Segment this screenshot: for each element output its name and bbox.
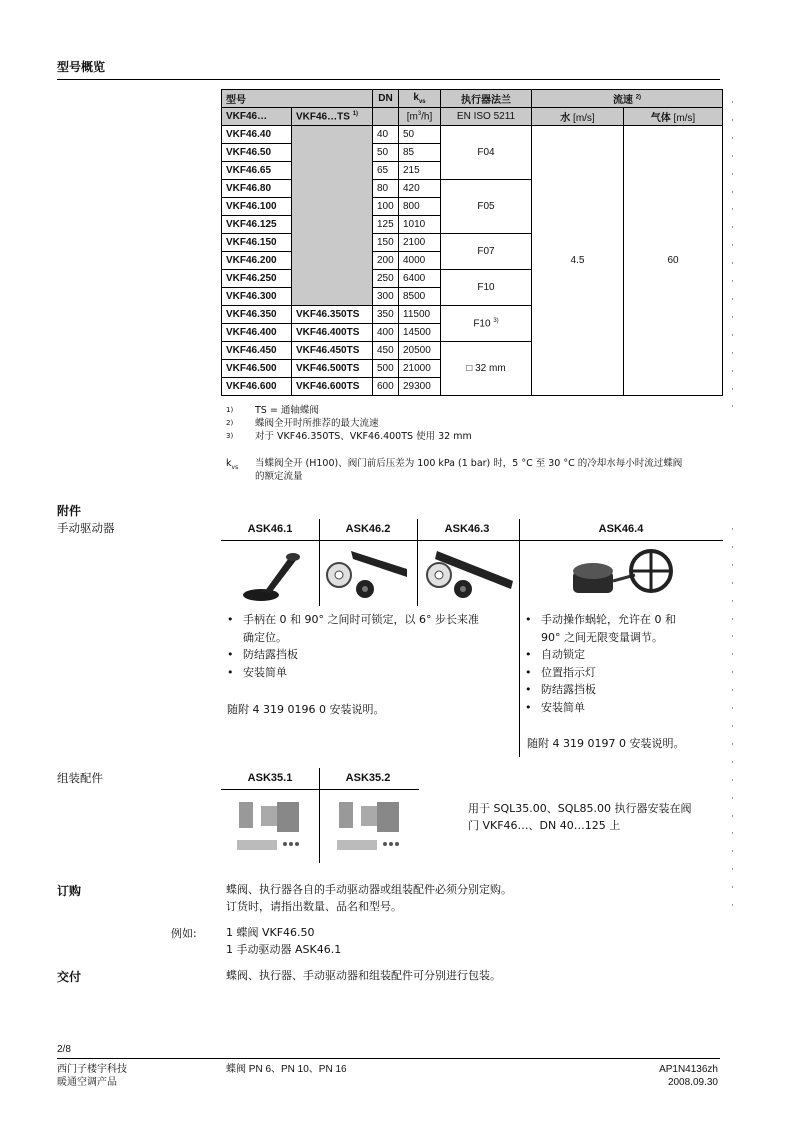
th-flange: 执行器法兰 — [441, 90, 532, 108]
header-rule — [57, 79, 720, 80]
type-overview-table — [221, 89, 723, 396]
worm-gear-image — [569, 545, 679, 603]
right-note: 随附 4 319 0197 0 安装说明。 — [527, 737, 685, 750]
mounting-kit-1-image — [231, 796, 311, 858]
col-ask35-2: ASK35.2 — [345, 772, 391, 784]
ts-empty-cell — [292, 126, 373, 306]
kvs-cell: 420 — [399, 180, 441, 198]
col-ask46-4: ASK46.4 — [598, 523, 644, 535]
col-ask35-1: ASK35.1 — [247, 772, 293, 784]
left-note: 随附 4 319 0196 0 安装说明。 — [227, 703, 385, 716]
th-vkfts: VKF46…TS $^{1)}$ — [292, 108, 373, 126]
kvs-cell: 11500 — [399, 306, 441, 324]
dn-cell: 80 — [373, 180, 399, 198]
col-ask46-2: ASK46.2 — [345, 523, 391, 535]
dn-cell: 400 — [373, 324, 399, 342]
model-cell: VKF46.250 — [222, 270, 292, 288]
th-iso: EN ISO 5211 — [441, 108, 532, 126]
flange-cell: F04 — [441, 126, 532, 180]
mounting-table — [221, 768, 421, 863]
ts-model-cell: VKF46.500TS — [292, 360, 373, 378]
flange-cell: F10 — [441, 270, 532, 306]
th-vkf: VKF46… — [222, 108, 292, 126]
kvs-cell: 1010 — [399, 216, 441, 234]
kvs-cell: 800 — [399, 198, 441, 216]
th-gas: 气体 [m/s] — [624, 108, 723, 126]
dn-cell: 50 — [373, 144, 399, 162]
delivery-text: 蝶阀、执行器、手动驱动器和组装配件可分别进行包装。 — [226, 969, 501, 982]
dn-cell: 350 — [373, 306, 399, 324]
kvs-cell: 2100 — [399, 234, 441, 252]
lever-set-image — [323, 545, 415, 603]
page-title: 型号概览 — [57, 60, 106, 74]
handle-lever-image — [235, 549, 307, 604]
ts-model-cell: VKF46.600TS — [292, 378, 373, 396]
model-cell: VKF46.350 — [222, 306, 292, 324]
kvs-cell: 4000 — [399, 252, 441, 270]
th-unit: $[m^3/h]$ — [399, 108, 441, 126]
gas-speed-cell: 60 — [624, 126, 723, 396]
ts-model-cell: VKF46.450TS — [292, 342, 373, 360]
order-text: 蝶阀、执行器各自的手动驱动器或组装配件必须分别定购。 订货时，请指出数量、品名和型号。 — [226, 883, 512, 913]
kvs-cell: 8500 — [399, 288, 441, 306]
lever-long-image — [423, 545, 515, 603]
th-model: 型号 — [222, 90, 373, 108]
flange-cell: F07 — [441, 234, 532, 270]
flange-cell: F05 — [441, 180, 532, 234]
kvs-cell: 29300 — [399, 378, 441, 396]
accessory-table — [221, 519, 723, 757]
model-cell: VKF46.300 — [222, 288, 292, 306]
kvs-cell: 14500 — [399, 324, 441, 342]
kvs-cell: 20500 — [399, 342, 441, 360]
order-title: 订购 — [57, 884, 82, 898]
flange-cell: F10 $^{3)}$ — [441, 306, 532, 342]
dn-cell: 40 — [373, 126, 399, 144]
page-number: 2/8 — [57, 1044, 71, 1055]
flange-cell: □ 32 mm — [441, 342, 532, 396]
model-cell: VKF46.65 — [222, 162, 292, 180]
model-cell: VKF46.125 — [222, 216, 292, 234]
th-kvs: $k_{vs}$ — [399, 90, 441, 108]
ts-model-cell: VKF46.400TS — [292, 324, 373, 342]
kvs-cell: 50 — [399, 126, 441, 144]
kvs-cell: 85 — [399, 144, 441, 162]
left-bullets: • 手柄在 0 和 90° 之间时可锁定，以 6° 步长来准 确定位。 • 防结露挡板 • 安装简单 — [225, 611, 479, 681]
footer-rule — [57, 1058, 720, 1059]
model-cell: VKF46.80 — [222, 180, 292, 198]
mounting-kit-label: 组装配件 — [57, 771, 103, 785]
footer-code: AP1N4136zh 2008.09.30 — [659, 1064, 718, 1088]
table-row — [222, 126, 723, 144]
dn-cell: 250 — [373, 270, 399, 288]
dn-cell: 300 — [373, 288, 399, 306]
model-cell: VKF46.50 — [222, 144, 292, 162]
margin-dots-2: · · · · · · · · · · · · · · · · · · · · · · — [731, 525, 734, 912]
delivery-title: 交付 — [57, 970, 82, 984]
dn-cell: 150 — [373, 234, 399, 252]
manual-drive-label: 手动驱动器 — [57, 521, 115, 535]
kvs-cell: 215 — [399, 162, 441, 180]
kvs-cell: 6400 — [399, 270, 441, 288]
mounting-desc: 用于 SQL35.00、SQL85.00 执行器安装在阀 门 VKF46…、DN 40…125 上 — [468, 802, 692, 832]
model-cell: VKF46.450 — [222, 342, 292, 360]
dn-cell: 100 — [373, 198, 399, 216]
model-cell: VKF46.600 — [222, 378, 292, 396]
kvs-cell: 21000 — [399, 360, 441, 378]
col-ask46-3: ASK46.3 — [444, 523, 490, 535]
dn-cell: 450 — [373, 342, 399, 360]
footer-company: 西门子楼宇科技 暖通空调产品 — [57, 1064, 127, 1088]
th-dn: DN — [373, 90, 399, 108]
th-flow: 流速 $^{2)}$ — [532, 90, 723, 108]
footer-doc-title: 蝶阀 PN 6、PN 10、PN 16 — [226, 1064, 347, 1075]
model-cell: VKF46.400 — [222, 324, 292, 342]
water-speed-cell: 4.5 — [532, 126, 624, 396]
dn-cell: 125 — [373, 216, 399, 234]
dn-cell: 65 — [373, 162, 399, 180]
model-cell: VKF46.150 — [222, 234, 292, 252]
dn-cell: 600 — [373, 378, 399, 396]
dn-cell: 200 — [373, 252, 399, 270]
accessories-title: 附件 — [57, 504, 82, 518]
mounting-kit-2-image — [331, 796, 411, 858]
model-cell: VKF46.500 — [222, 360, 292, 378]
model-cell: VKF46.100 — [222, 198, 292, 216]
col-ask46-1: ASK46.1 — [247, 523, 293, 535]
model-cell: VKF46.40 — [222, 126, 292, 144]
th-water: 水 [m/s] — [532, 108, 624, 126]
dn-cell: 500 — [373, 360, 399, 378]
margin-dots: · · · · · · · · · · · · · · · · · · — [731, 98, 734, 413]
ts-model-cell: VKF46.350TS — [292, 306, 373, 324]
example-label: 例如: — [171, 927, 197, 940]
model-cell: VKF46.200 — [222, 252, 292, 270]
order-examples: 1 蝶阀 VKF46.50 1 手动驱动器 ASK46.1 — [226, 926, 342, 956]
right-bullets: • 手动操作蜗轮，允许在 0 和 90° 之间无限变量调节。 • 自动锁定 • 位置指示灯 • 防结露挡板 • 安装简单 — [523, 611, 676, 716]
